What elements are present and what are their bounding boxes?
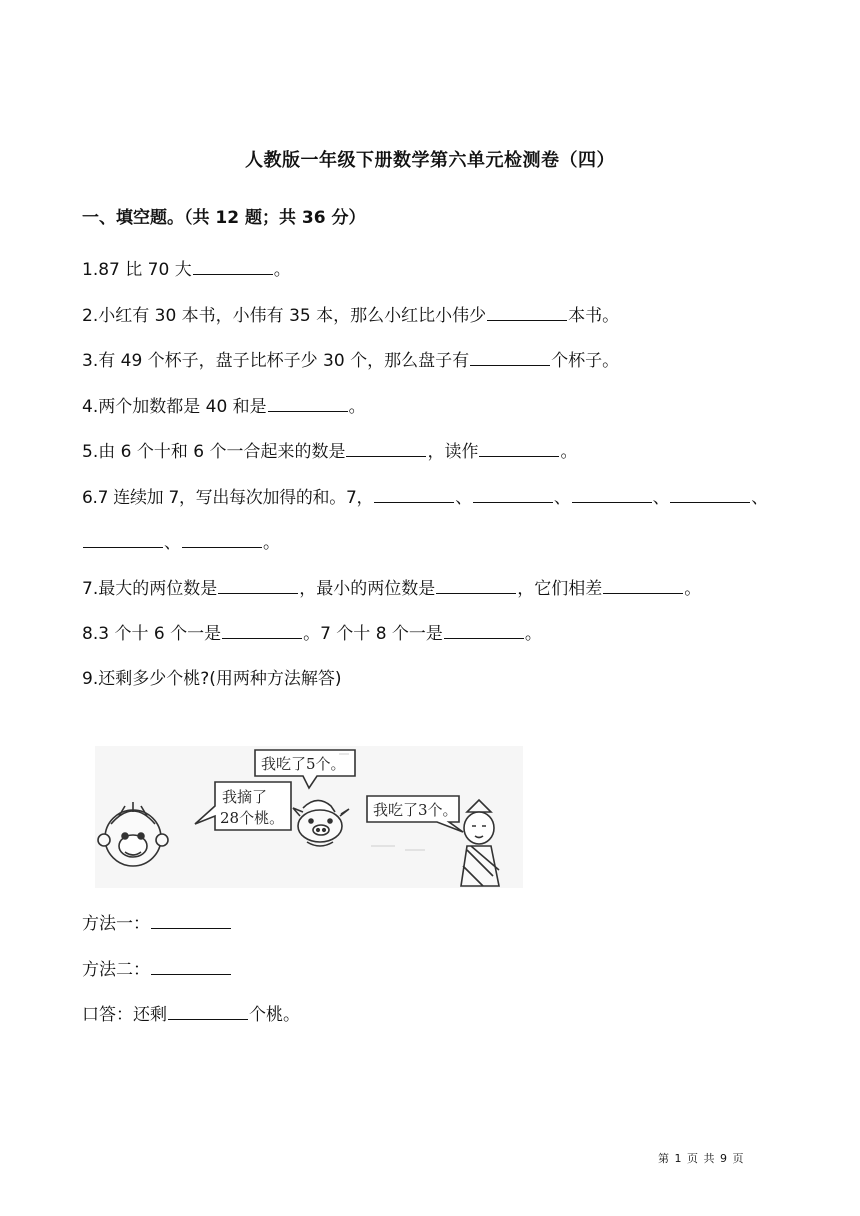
question-text: 个桃。 [249, 1005, 300, 1025]
method-label: 方法一： [82, 914, 150, 934]
answer-blank[interactable] [444, 622, 524, 639]
question-2 [82, 301, 619, 326]
question-text: 6.7 连续加 7，写出每次加得的和。7， [82, 488, 374, 508]
question-text: 4.两个加数都是 40 和是 [82, 397, 267, 417]
peach-story-illustration [95, 746, 523, 888]
question-text: 。 [524, 624, 542, 644]
answer-blank[interactable] [487, 304, 567, 321]
method-2-line [82, 955, 232, 980]
separator: 、 [751, 488, 768, 508]
page-footer: 第 1 页 共 9 页 [658, 1152, 745, 1165]
answer-blank[interactable] [168, 1003, 248, 1020]
speech-bubble-monkey [195, 782, 291, 830]
question-8 [82, 619, 542, 644]
question-9 [82, 664, 342, 689]
question-text: 5.由 6 个十和 6 个一合起来的数是 [82, 442, 346, 462]
separator: 、 [652, 488, 670, 508]
answer-blank[interactable] [346, 440, 426, 457]
answer-blank[interactable] [572, 486, 652, 503]
question-4 [82, 392, 366, 417]
question-text: 。 [348, 397, 366, 417]
bubble-text: 我吃了5个。 [261, 755, 346, 773]
question-6-continued [82, 528, 280, 553]
pig-icon [293, 800, 349, 846]
answer-blank[interactable] [182, 531, 262, 548]
bubble-text-line1: 我摘了 [222, 788, 268, 806]
answer-blank[interactable] [83, 531, 163, 548]
question-text: 3.有 49 个杯子，盘子比杯子少 30 个，那么盘子有 [82, 351, 470, 371]
answer-blank[interactable] [222, 622, 302, 639]
question-1 [82, 255, 291, 280]
question-text: ，它们相差 [517, 579, 603, 599]
question-text: 7.最大的两位数是 [82, 579, 218, 599]
question-text: 。 [560, 442, 578, 462]
answer-blank[interactable] [151, 958, 231, 975]
monk-icon [461, 800, 499, 886]
question-5 [82, 437, 577, 462]
question-text: 2.小红有 30 本书，小伟有 35 本，那么小红比小伟少 [82, 306, 487, 326]
method-label: 方法二： [82, 960, 150, 980]
answer-blank[interactable] [193, 258, 273, 275]
question-text: 8.3 个十 6 个一是 [82, 624, 222, 644]
page-title: 人教版一年级下册数学第六单元检测卷（四） [245, 150, 615, 171]
question-text: 。 [684, 579, 702, 599]
speech-bubble-monk [367, 796, 463, 832]
question-7 [82, 574, 701, 599]
separator: 、 [553, 488, 571, 508]
question-6 [82, 483, 768, 508]
question-text: 。 [273, 260, 291, 280]
answer-blank[interactable] [436, 577, 516, 594]
answer-line [82, 1000, 300, 1025]
section-heading: 一、填空题。（共 12 题；共 36 分） [82, 208, 366, 228]
question-text: 1.87 比 70 大 [82, 260, 192, 280]
question-text: ，最小的两位数是 [299, 579, 436, 599]
question-3 [82, 346, 619, 371]
separator: 、 [455, 488, 472, 508]
answer-blank[interactable] [151, 912, 231, 929]
answer-blank[interactable] [473, 486, 553, 503]
question-text: 9.还剩多少个桃?(用两种方法解答) [82, 669, 342, 689]
cartoon-scene [95, 746, 523, 888]
question-text: ，读作 [427, 442, 479, 462]
answer-blank[interactable] [479, 440, 559, 457]
separator: 、 [164, 533, 181, 553]
method-1-line [82, 909, 232, 934]
question-text: 。7 个十 8 个一是 [303, 624, 443, 644]
answer-blank[interactable] [603, 577, 683, 594]
bubble-text: 我吃了3个。 [373, 801, 458, 819]
answer-blank[interactable] [374, 486, 454, 503]
answer-blank[interactable] [268, 395, 348, 412]
answer-blank[interactable] [670, 486, 750, 503]
question-text: 个杯子。 [551, 351, 620, 371]
question-text: 。 [263, 533, 280, 553]
question-text: 本书。 [568, 306, 620, 326]
bubble-text-line2: 28个桃。 [220, 809, 285, 827]
monkey-icon [98, 802, 168, 866]
question-text: 口答：还剩 [82, 1005, 167, 1025]
answer-blank[interactable] [218, 577, 298, 594]
answer-blank[interactable] [470, 349, 550, 366]
